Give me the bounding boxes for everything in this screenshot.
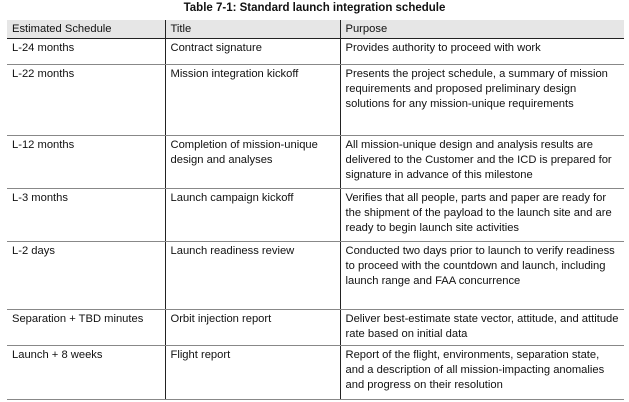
table-row [7, 189, 624, 242]
table-row [7, 39, 624, 65]
purpose-cell: Report of the flight, environments, separation state, and a description of all mission-impacting anomalies and progress on their resolution [340, 346, 624, 400]
purpose-cell: Presents the project schedule, a summary of mission requirements and proposed preliminary design solutions for any mission-unique requirements [340, 65, 624, 136]
header-estimated-schedule: Estimated Schedule [7, 20, 165, 39]
purpose-cell: All mission-unique design and analysis results are delivered to the Customer and the ICD is prepared for signature in advance of this milestone [340, 136, 624, 189]
table-row [7, 242, 624, 310]
purpose-cell: Provides authority to proceed with work [340, 39, 624, 65]
table-row [7, 310, 624, 346]
title-cell: Mission integration kickoff [165, 65, 340, 136]
schedule-cell: L-24 months [7, 39, 165, 65]
header-purpose: Purpose [340, 20, 624, 39]
header-title: Title [165, 20, 340, 39]
title-cell: Launch campaign kickoff [165, 189, 340, 242]
title-cell: Launch readiness review [165, 242, 340, 310]
schedule-cell: L-3 months [7, 189, 165, 242]
schedule-cell: L-12 months [7, 136, 165, 189]
table-row [7, 346, 624, 400]
schedule-cell: L-2 days [7, 242, 165, 310]
table-row [7, 65, 624, 136]
table-row [7, 136, 624, 189]
title-cell: Contract signature [165, 39, 340, 65]
schedule-cell: Separation + TBD minutes [7, 310, 165, 346]
purpose-cell: Verifies that all people, parts and paper are ready for the shipment of the payload to the launch site and are ready to begin launch site activities [340, 189, 624, 242]
launch-schedule-table [7, 20, 624, 400]
purpose-cell: Deliver best-estimate state vector, attitude, and attitude rate based on initial data [340, 310, 624, 346]
schedule-cell: Launch + 8 weeks [7, 346, 165, 400]
title-cell: Flight report [165, 346, 340, 400]
title-cell: Orbit injection report [165, 310, 340, 346]
schedule-cell: L-22 months [7, 65, 165, 136]
purpose-cell: Conducted two days prior to launch to verify readiness to proceed with the countdown and launch, including launch range and FAA concurrence [340, 242, 624, 310]
table-header-row [7, 20, 624, 39]
title-cell: Completion of mission-unique design and analyses [165, 136, 340, 189]
table-caption: Table 7-1: Standard launch integration schedule [183, 2, 446, 14]
